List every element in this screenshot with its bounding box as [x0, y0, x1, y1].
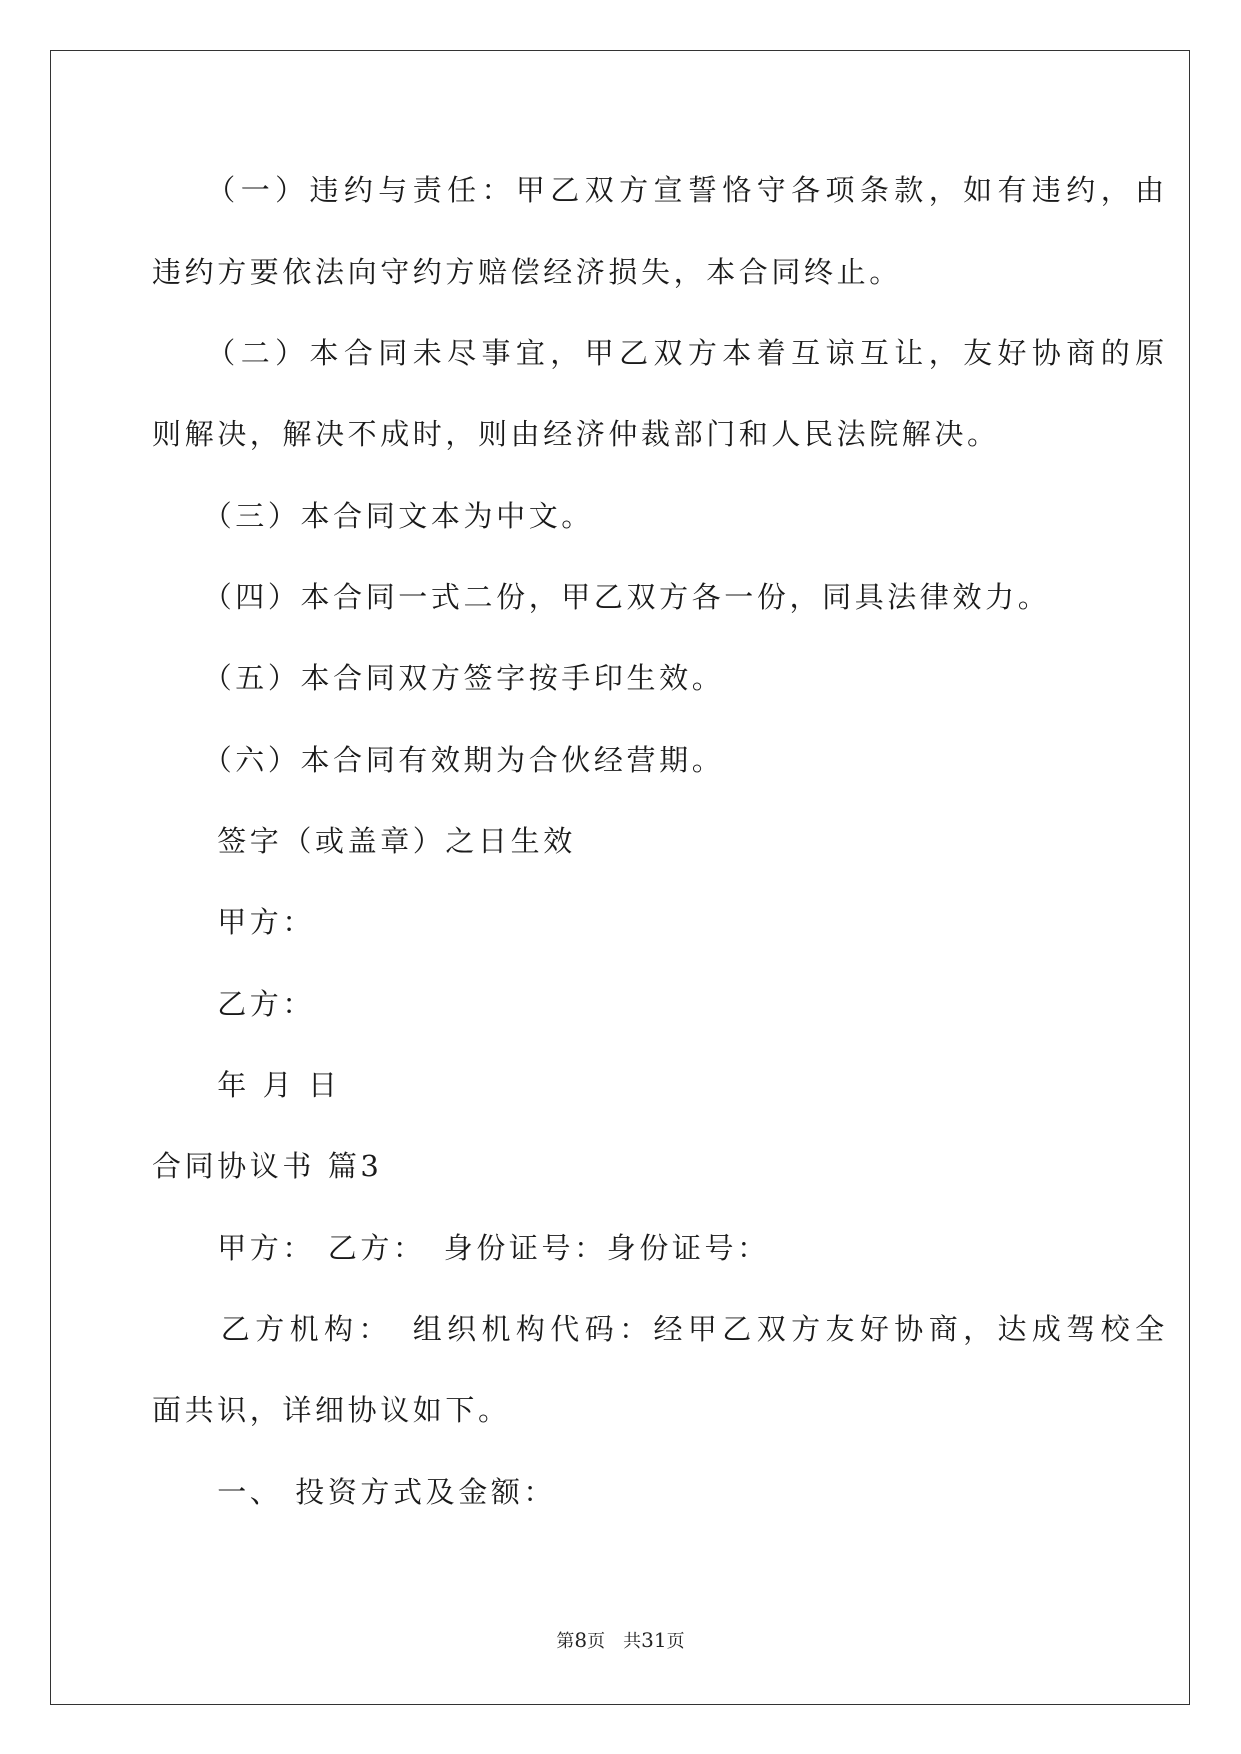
- text-line: （一）违约与责任：甲乙双方宣誓恪守各项条款，如有违约，由: [152, 173, 1170, 207]
- text-line: 一、 投资方式及金额：: [152, 1475, 557, 1509]
- text-line: 面共识，详细协议如下。: [152, 1393, 511, 1427]
- footer-page-number: 8: [574, 1628, 588, 1652]
- page-border: [50, 50, 1190, 1705]
- text-line: （二）本合同未尽事宜，甲乙双方本着互谅互让，友好协商的原: [152, 336, 1170, 370]
- footer-suffix: 页: [666, 1631, 685, 1652]
- footer-total-pages: 31: [641, 1628, 667, 1652]
- text-line: 甲方： 乙方： 身份证号：身份证号：: [152, 1231, 770, 1265]
- text-line: （四）本合同一式二份，甲乙双方各一份，同具法律效力。: [152, 580, 1051, 614]
- text-line: 则解决，解决不成时，则由经济仲裁部门和人民法院解决。: [152, 417, 1000, 451]
- text-line: 乙方机构： 组织机构代码：经甲乙双方友好协商，达成驾校全: [152, 1312, 1170, 1346]
- text-line: （五）本合同双方签字按手印生效。: [152, 661, 725, 695]
- page-footer: [0, 1628, 1241, 1654]
- text-line: 违约方要依法向守约方赔偿经济损失，本合同终止。: [152, 255, 902, 289]
- section-heading: 合同协议书 篇3: [152, 1149, 383, 1183]
- text-line: （六）本合同有效期为合伙经营期。: [152, 743, 725, 777]
- text-line: 甲方：: [152, 905, 316, 939]
- text-line: 签字（或盖章）之日生效: [152, 824, 576, 858]
- text-line: 乙方：: [152, 987, 316, 1021]
- text-line: 年 月 日: [152, 1068, 341, 1102]
- text-line: （三）本合同文本为中文。: [152, 499, 594, 533]
- footer-middle: 页 共: [587, 1631, 642, 1652]
- footer-prefix: 第: [556, 1631, 575, 1652]
